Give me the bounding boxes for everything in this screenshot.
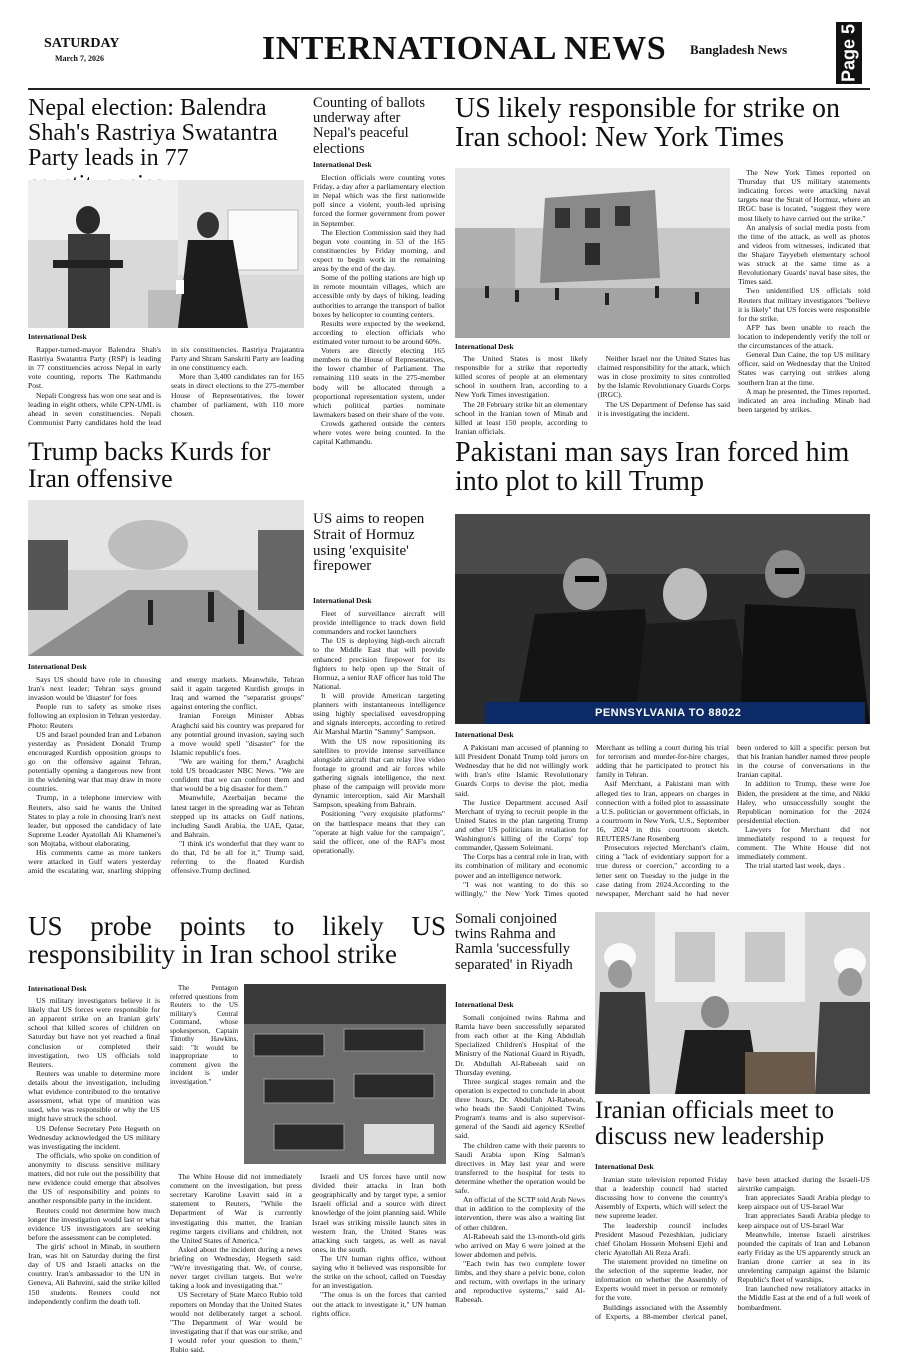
twins-story xyxy=(455,1000,585,1305)
paragraph: The Pentagon referred questions from Reuters to the US military's Central Command, whose spokesperson, Captain Timothy Hawkins, said: "It would be inappropriate to comment given the incident is under investigation." xyxy=(170,984,238,1086)
kurds-headline: Trump backs Kurds for Iran offensive xyxy=(28,437,271,494)
paragraph: His comments came as more tankers were attacked in Gulf waters yesterday amid the escalating war, snarling shipping and energy markets. Meanwhile, Tehran said it again targeted Kurdish groups in Iraq and warned the "separatist groups" against entering the conflict. xyxy=(28,675,304,876)
paragraph: Buildings associated with the Assembly of Experts, a 88-member clerical panel, have been attacked during the Israeli-US airstrike campaign. xyxy=(595,1175,870,1321)
paragraph: Prosecutors rejected Merchant's claim, citing a "lack of evidentiary support for a true duress or coercion," according to a letter sent on Tuesday to the judge in the case dating from 2024.According to the newspaper, Merchant said he had never been ordered to kill a specific person but that his Iranian handler named three people in the course of conversations in the Iranian capital. xyxy=(596,743,870,898)
nepal-headline: Nepal election: Balendra Shah's Rastriya Swatantra Party leads in 77 xyxy=(28,95,278,172)
counting-story xyxy=(313,160,445,446)
probe-photo xyxy=(244,984,446,1164)
pakistani-headline: Pakistani man says Iran forced him into plot to kill Trump xyxy=(455,437,850,498)
paragraph: General Dan Caine, the top US military officer, said on Wednesday that the United States was carrying out strikes along southern Iran at the time. xyxy=(738,350,870,387)
pakistani-body xyxy=(455,743,870,898)
paragraph: Election officials were counting votes Friday, a day after a parliamentary election in Nepal which was the first nationwide poll since a violent, youth-led uprising forced the former government from power in September. xyxy=(313,173,445,228)
paragraph: Lawyers for Merchant did not immediately respond to a request for comment. The White House did not immediately comment. xyxy=(737,824,870,862)
paragraph: Says US should have role in choosing Iran's next leader; Tehran says ground invasion would be 'disaster' for foes xyxy=(28,675,161,703)
masthead-rule xyxy=(28,88,870,90)
paragraph: "The onus is on the forces that carried out the attack to investigate it," UN human rights office. xyxy=(312,1290,446,1318)
paragraph: Iran launched new retaliatory attacks in the Middle East at the end of a full week of bombardment. xyxy=(737,1284,870,1312)
kurds-photo xyxy=(28,500,304,656)
paragraph: The White House did not immediately comment on the investigation, but press secretary Karoline Leavitt said in a statement to Reuters, "While the Department of War is currently investigating this matter, the Iranian regime targets civilians and children, not the United States of America." xyxy=(170,1172,302,1245)
iran-leadership-body xyxy=(595,1175,870,1321)
paragraph: A Pakistani man accused of planning to kill President Donald Trump told jurors on Wednesday that he did not willingly work with Iran's elite Islamic Revolutionary Guards Corps to devise the plot, media said. xyxy=(455,743,588,798)
hormuz-story xyxy=(313,596,445,855)
paragraph: The children came with their parents to Saudi Arabia upon King Salman's directives in May last year and were transferred to the hospital for tests to determine whether the operation would be safe. xyxy=(455,1140,585,1196)
paragraph: The trial started last week, days . xyxy=(745,861,845,871)
kurds-story xyxy=(28,662,304,875)
paragraph: Iranian state television reported Friday that a leadership council had started discussing how to convene the country's Assembly of Experts, which will select the new supreme leader. xyxy=(595,1175,728,1221)
iran-school-kicker: International Desk xyxy=(455,342,514,351)
masthead xyxy=(0,0,897,90)
paragraph: The Justice Department accused Asif Merchant of trying to recruit people in the United States in the plan targeting Trump and other US politicians in retaliation for Washington's killing of the Corps' top commander, Qassem Soleimani. xyxy=(455,797,588,853)
paragraph: Reuters could not determine how much longer the investigation would last or what evidence US investigators are seeking before the assessment can be completed. xyxy=(28,1205,160,1242)
paragraph: Iran appreciates Saudi Arabia pledge to keep airspace out of US-Israel War xyxy=(737,1193,870,1212)
paragraph: More than 3,400 candidates ran for 165 seats in direct elections to the 275-member House of Representatives, the lower chamber of parliament, with 110 more chosen. xyxy=(171,372,304,418)
paragraph: The girls' school in Minab, in southern Iran, was hit on Saturday during the first day of US and Israeli attacks on the country. Iran's ambassador to the UN in Geneva, Ali Bahreini, said the strike killed 150 students. Reuters could not independently confirm the death toll. xyxy=(28,1241,160,1306)
paragraph: The New York Times reported on Thursday that US military statements indicating forces were attacking naval targets near the Strait of Hormuz, where an IRGC base is located, "suggest they were most likely to have carried out the strike." xyxy=(738,168,870,223)
paragraph: The officials, who spoke on condition of anonymity to discuss sensitive military matters, did not rule out the possibility that new evidence could emerge that absolves the US of responsibility and points to another responsible party in the incident. xyxy=(28,1150,160,1206)
paragraph: Meanwhile, Azerbaijan became the latest target in the spreading war as Tehran stepped up its attacks on Gulf nations, including Saudi Arabia, the UAE, Qatar, and Bahrain. xyxy=(171,793,304,839)
paragraph: Meanwhile, intense Israeli airstrikes pounded the capitals of Iran and Lebanon early Friday as the US apparently struck an Iranian drone carrier at sea in its unrelenting campaign against the Islamic Republic's fleet of warships. xyxy=(737,1229,870,1285)
pakistani-kicker: International Desk xyxy=(455,730,514,739)
paragraph: The Election Commission said they had begun vote counting in 53 of the 165 constituencies by Friday morning, and expect to begin work in the remaining areas by the end of the day. xyxy=(313,227,445,274)
paragraph: Al-Rabeeah said the 13-month-old girls who arrived on May 6 were joined at the lower abdomen and pelvis. xyxy=(455,1231,585,1259)
paragraph: It will provide American targeting planners with instantaneous intelligence using highly specialised eavesdropping and signals intercepts, according to retired Air Marshal Martin "Sammy" Sampson. xyxy=(313,690,445,737)
counting-body xyxy=(313,173,445,446)
paragraph: "I think it's wonderful that they want to do that, I'd be all for it," Trump said, referring to the floated Kurdish offensive.Trump declined. xyxy=(171,838,304,876)
iran-leadership-photo xyxy=(595,912,870,1094)
masthead-date: March 7, 2026 xyxy=(55,54,104,63)
paragraph: Crowds gathered outside the centers where votes were being counted. In the capital Kathmandu. xyxy=(313,418,445,447)
iran-leadership-kicker: International Desk xyxy=(595,1162,654,1171)
iran-leadership-story xyxy=(595,1162,870,1321)
paragraph: AFP has been unable to reach the location to independently verify the toll or the circumstances of the attack. xyxy=(738,322,870,351)
paragraph: The statement provided no timeline on the selection of the supreme leader, nor information on whether the Assembly of Experts would meet in person or remotely for the vote. xyxy=(595,1256,728,1303)
iran-school-body-b xyxy=(738,168,870,414)
probe-headline: US probe points to likely US responsibility in Iran school strike xyxy=(28,911,446,970)
paragraph: Some of the polling stations are high up in remote mountain villages, which are accessible only by days of hiking, leading authorities to arrange the transport of ballot boxes by helicopter to counting centers. xyxy=(313,273,446,319)
paragraph: A map he presented, the Times reported, indicated an area including Minab had been targeted by strikes. xyxy=(738,386,870,414)
paragraph: The 28 February strike hit an elementary school in the Iranian town of Minab and killed at least 150 people, according to Iranian officials. xyxy=(455,399,588,436)
paragraph: Positioning "very exquisite platforms" on the battlespace means that they can "operate at high value for the campaign", said the officer, one of the RAF's most operationally. xyxy=(313,809,445,855)
paragraph: With the US now repositioning its satellites to provide intense surveillance alongside aircraft that can relay live video footage to ground and air forces while gathering signals intelligence, the next phase of the campaign will provide more dynamic interception, said Air Marshall Sampson, speaking from Bahrain. xyxy=(313,736,445,810)
paragraph: US and Israel pounded Iran and Lebanon yesterday as President Donald Trump encouraged Kurdish opposition groups to go on the offensive against Tehran, potentially opening a dangerous new front in the widening war that may draw in more countries. xyxy=(28,729,161,794)
paragraph: Israeli and US forces have until now divided their attacks in Iran both geographically and by target type, a senior Israeli official and a source with direct knowledge of the joint planning said. While Israel was striking missile launch sites in western Iran, the United States was attacking such targets, as well as naval ones, in the south. xyxy=(312,1172,446,1254)
masthead-title: INTERNATIONAL NEWS xyxy=(262,30,667,67)
counting-headline: Counting of ballots underway after Nepal's peaceful elections xyxy=(313,95,425,157)
nepal-story xyxy=(28,332,304,427)
paragraph: Rapper-turned-mayor Balendra Shah's Rastriya Swatantra Party (RSP) is leading in 77 constituencies across Nepal in early vote counting, reports The Kathmandu Post. xyxy=(28,345,161,391)
iran-leadership-headline: Iranian officials meet to discuss new leadership xyxy=(595,1097,835,1151)
probe-body-col2b xyxy=(170,1172,302,1354)
paragraph: US Secretary of State Marco Rubio told reporters on Monday that the United States would not deliberately target a school. "The Department of War would be investigating that if that was our strike, and I would refer your question to them," Rubio said. xyxy=(170,1290,302,1355)
paragraph: The United States is most likely responsible for a strike that reportedly killed scores of people at an elementary school in southern Iran, according to a New York Times investigation. xyxy=(455,354,588,400)
paragraph: An official of the SCTP told Arab News that in addition to the complexity of the intervention, there was also a waiting list of other children. xyxy=(455,1195,585,1232)
hormuz-headline: US aims to reopen Strait of Hormuz using 'exquisite' firepower xyxy=(313,511,425,575)
paragraph: The UN human rights office, without saying who it believed was responsible for the strike on the school, called on Tuesday for an investigation. xyxy=(312,1253,446,1291)
iran-school-photo xyxy=(455,168,730,338)
paragraph: Two unidentified US officials told Reuters that military investigators "believe it is likely" that US forces were responsible for the strike. xyxy=(738,286,870,323)
counting-kicker: International Desk xyxy=(313,160,372,169)
paragraph: Reuters was unable to determine more details about the investigation, including what evidence contributed to the tentative assessment, what type of munition was used, who was responsible or why the US might have struck the school. xyxy=(28,1068,160,1124)
probe-body-col1 xyxy=(28,996,160,1306)
pakistani-story xyxy=(455,730,870,898)
paragraph: In addition to Trump, these were Joe Biden, the president at the time, and Nikki Haley, who unsuccessfully sought the Republican nomination for the 2024 presidential election. xyxy=(737,779,870,825)
nepal-kicker: International Desk xyxy=(28,332,87,341)
paragraph: Trump, in a telephone interview with Reuters, also said he wants the United States to play a role in choosing Iran's next leader, but opposed the candidacy of late Supreme Leader Ayatollah Ali Khamenei's son Mojtaba, without elaborating. xyxy=(28,793,161,848)
probe-kicker: International Desk xyxy=(28,984,87,993)
paragraph: Iran appreciates Saudi Arabia pledge to keep airspace out of US-Israel War xyxy=(737,1211,870,1230)
hormuz-body xyxy=(313,609,445,855)
paragraph: Neither Israel nor the United States has claimed responsibility for the attack, which was in close proximity to sites controlled by the Islamic Revolutionary Guards Corps (IRGC). xyxy=(597,354,730,400)
paragraph: The US Department of Defense has said it is investigating the incident. xyxy=(597,399,730,418)
paragraph: The Corps has a central role in Iran, with its combination of military and economic power and an intelligence network. xyxy=(455,852,588,880)
paragraph: Results were expected by the weekend, according to election officials who estimated voter turnout to be around 60%. xyxy=(313,318,445,346)
iran-school-headline: US likely responsible for strike on Iran school: New York Times xyxy=(455,93,840,154)
kurds-kicker: International Desk xyxy=(28,662,87,671)
paragraph: Fleet of surveillance aircraft will provide intelligence to track down field commanders and rocket launchers xyxy=(313,609,445,637)
pakistani-photo xyxy=(455,514,870,724)
paragraph: "We are waiting for them," Araghchi told US broadcaster NBC News. "We are confident that we can confront them and that would be a big disaster for them." xyxy=(171,756,304,794)
photo-banner-text: PENNSYLVANIA TO 88022 xyxy=(595,707,742,719)
page-number-tab: Page 5 xyxy=(836,22,862,84)
masthead-day: SATURDAY xyxy=(44,36,120,51)
paragraph: Asif Merchant, a Pakistani man with alleged ties to Iran, appears on charges in connection with a foiled plot to assassinate a U.S. politician or government officials, in a courtroom in New York, U.S., September 16, 2024 in this courtroom sketch. REUTERS/Jane Rosenberg xyxy=(596,779,729,844)
paragraph: The US is deploying high-tech aircraft to the Middle East that will provide enhanced precision firepower for its fighters to help open up the Strait of Hormuz, a senior RAF officer has told The National. xyxy=(313,636,445,691)
probe-body-col2 xyxy=(170,984,238,1086)
paragraph: Asked about the incident during a news briefing on Wednesday, Hegseth said: "We're investigating that. We, of course, never target civilian targets. But we're taking a look and investigating that." xyxy=(170,1244,302,1291)
twins-kicker: International Desk xyxy=(455,1000,514,1009)
masthead-brand: Bangladesh News xyxy=(690,42,788,57)
twins-body xyxy=(455,1013,585,1305)
paragraph: An analysis of social media posts from the time of the attack, as well as photos and videos from witnesses, indicated that the Shajare Tayyebeh elementary school was struck at the same time as a Revolutionary Guards' naval base sites, the Times said. xyxy=(738,222,870,287)
paragraph: Voters are directly electing 165 members to the House of Representatives, the lower chamber of Parliament. The remaining 110 seats in the 275-member body will be allocated through a proportional representation system, under which political parties nominate lawmakers based on their share of the vote. xyxy=(313,346,445,419)
paragraph: "I was not wanting to do this so willingly," the New York Times quoted Merchant as telling a court during his trial for terrorism and murder-for-hire charges, adding that he participated to protect his family in Tehran. xyxy=(455,743,729,898)
paragraph: The leadership council includes President Masoud Pezeshkian, judiciary chief Gholam Hossein Mohseni Ejehi and cleric Ayatollah Ali Reza Arafi. xyxy=(595,1220,728,1257)
paragraph: Iranian Foreign Minister Abbas Araghchi said his country was prepared for any potential ground invasion, saying such a move would spell "disaster" for the Islamic republic's foes. xyxy=(171,711,304,757)
paragraph: US military investigators believe it is likely that US forces were responsible for an apparent strike on an Iranian girls' school that killed scores of children on Saturday but have not yet reached a final conclusion or completed their investigation, two US officials told Reuters. xyxy=(28,996,160,1069)
iran-school-body-a xyxy=(455,354,730,436)
paragraph: "Each twin has two complete lower limbs, and they share a pelvic bone, colon and rectum, with overlaps in the urinary and reproductive systems," said Al-Rabeeah. xyxy=(455,1258,585,1305)
nepal-photo xyxy=(28,180,304,328)
nepal-body xyxy=(28,345,304,427)
twins-headline: Somali conjoined twins Rahma and Ramla 'successfully separated' in Riyadh xyxy=(455,911,573,973)
kurds-body xyxy=(28,675,304,875)
hormuz-kicker: International Desk xyxy=(313,596,372,605)
paragraph: US Defense Secretary Pete Hegseth on Wednesday acknowledged the US military was investigating the incident. xyxy=(28,1123,160,1151)
probe-body-col3 xyxy=(312,1172,446,1318)
paragraph: People run to safety as smoke rises following an explosion in Tehran yesterday. Photo: Reuters xyxy=(28,702,161,730)
paragraph: Three surgical stages remain and the operation is expected to conclude in about three hours, Dr. Abdullah Al-Rabeeah, who heads the Saudi Conjoined Twins Program's teams and is also supervisor-general of the Saudi aid agency KSrelief said. xyxy=(455,1076,585,1141)
paragraph: Somali conjoined twins Rahma and Ramla have been successfully separated from each other at the King Abdullah Specialized Children's Hospital of the Ministry of the National Guard in Riyadh, Dr. Abdullah Al-Rabeeah said on Thursday evening. xyxy=(455,1013,585,1077)
paragraph: Nepali Congress has won one seat and is leading in eight others, while CPN-UML is ahead in seven constituencies. Nepali Communist Party candidates hold the lead in six constituencies. Rastriya Prajatantra Party and Shram Sanskriti Party are leading in one constituency each. xyxy=(28,345,304,427)
